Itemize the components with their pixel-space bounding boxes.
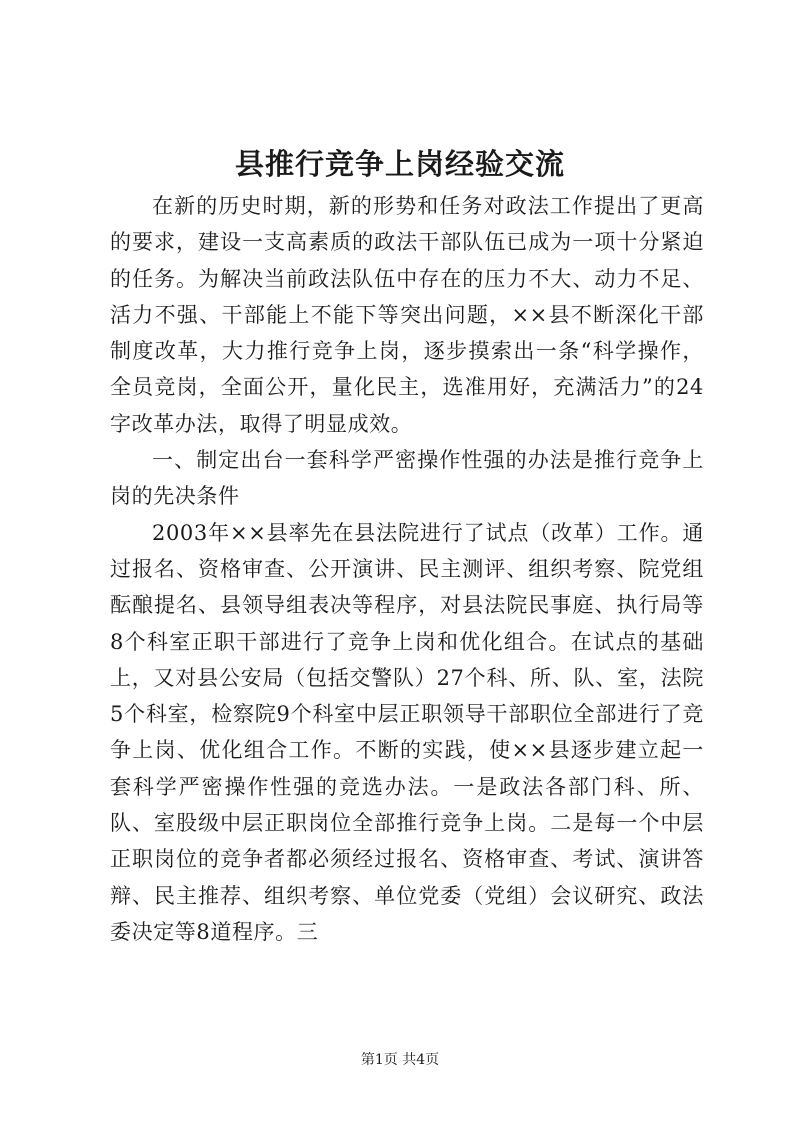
page-footer [0,1049,800,1069]
document-title: 县推行竞争上岗经验交流 [234,147,565,181]
paragraph-pilot-details: 2003年××县率先在县法院进行了试点（改革）工作。通过报名、资格审查、公开演讲、民主测评、组织考察、院党组酝酿提名、县领导组表决等程序，对县法院民事庭、执行局等8个科室正职干部进行了竞争上岗和优化组合。在试点的基础上，又对县公安局（包括交警队）27个科、所、队、室，法院5个科室，检察院9个科室中层正职领导干部职位全部进行了竞争上岗、优化组合工作。不断的实践，使××县逐步建立起一套科学严密操作性强的竞选办法。一是政法各部门科、所、队、室股级中层正职岗位全部推行竞争上岗。二是每一个中层正职岗位的竞争者都必须经过报名、资格审查、考试、演讲答辩、民主推荐、组织考察、单位党委（党组）会议研究、政法委决定等8道程序。三 [110,520,704,944]
document-body [110,188,704,950]
page-number-label: 第1页 共4页 [360,1052,440,1068]
paragraph-intro: 在新的历史时期，新的形势和任务对政法工作提出了更高的要求，建设一支高素质的政法干部队伍已成为一项十分紧迫的任务。为解决当前政法队伍中存在的压力不大、动力不足、活力不强、干部能上不能下等突出问题，××县不断深化干部制度改革，大力推行竞争上岗，逐步摸索出一条“科学操作，全员竞岗，全面公开，量化民主，选准用好，充满活力”的24字改革办法，取得了明显成效。 [110,194,704,436]
paragraph-section-heading: 一、制定出台一套科学严密操作性强的办法是推行竞争上岗的先决条件 [110,448,704,509]
